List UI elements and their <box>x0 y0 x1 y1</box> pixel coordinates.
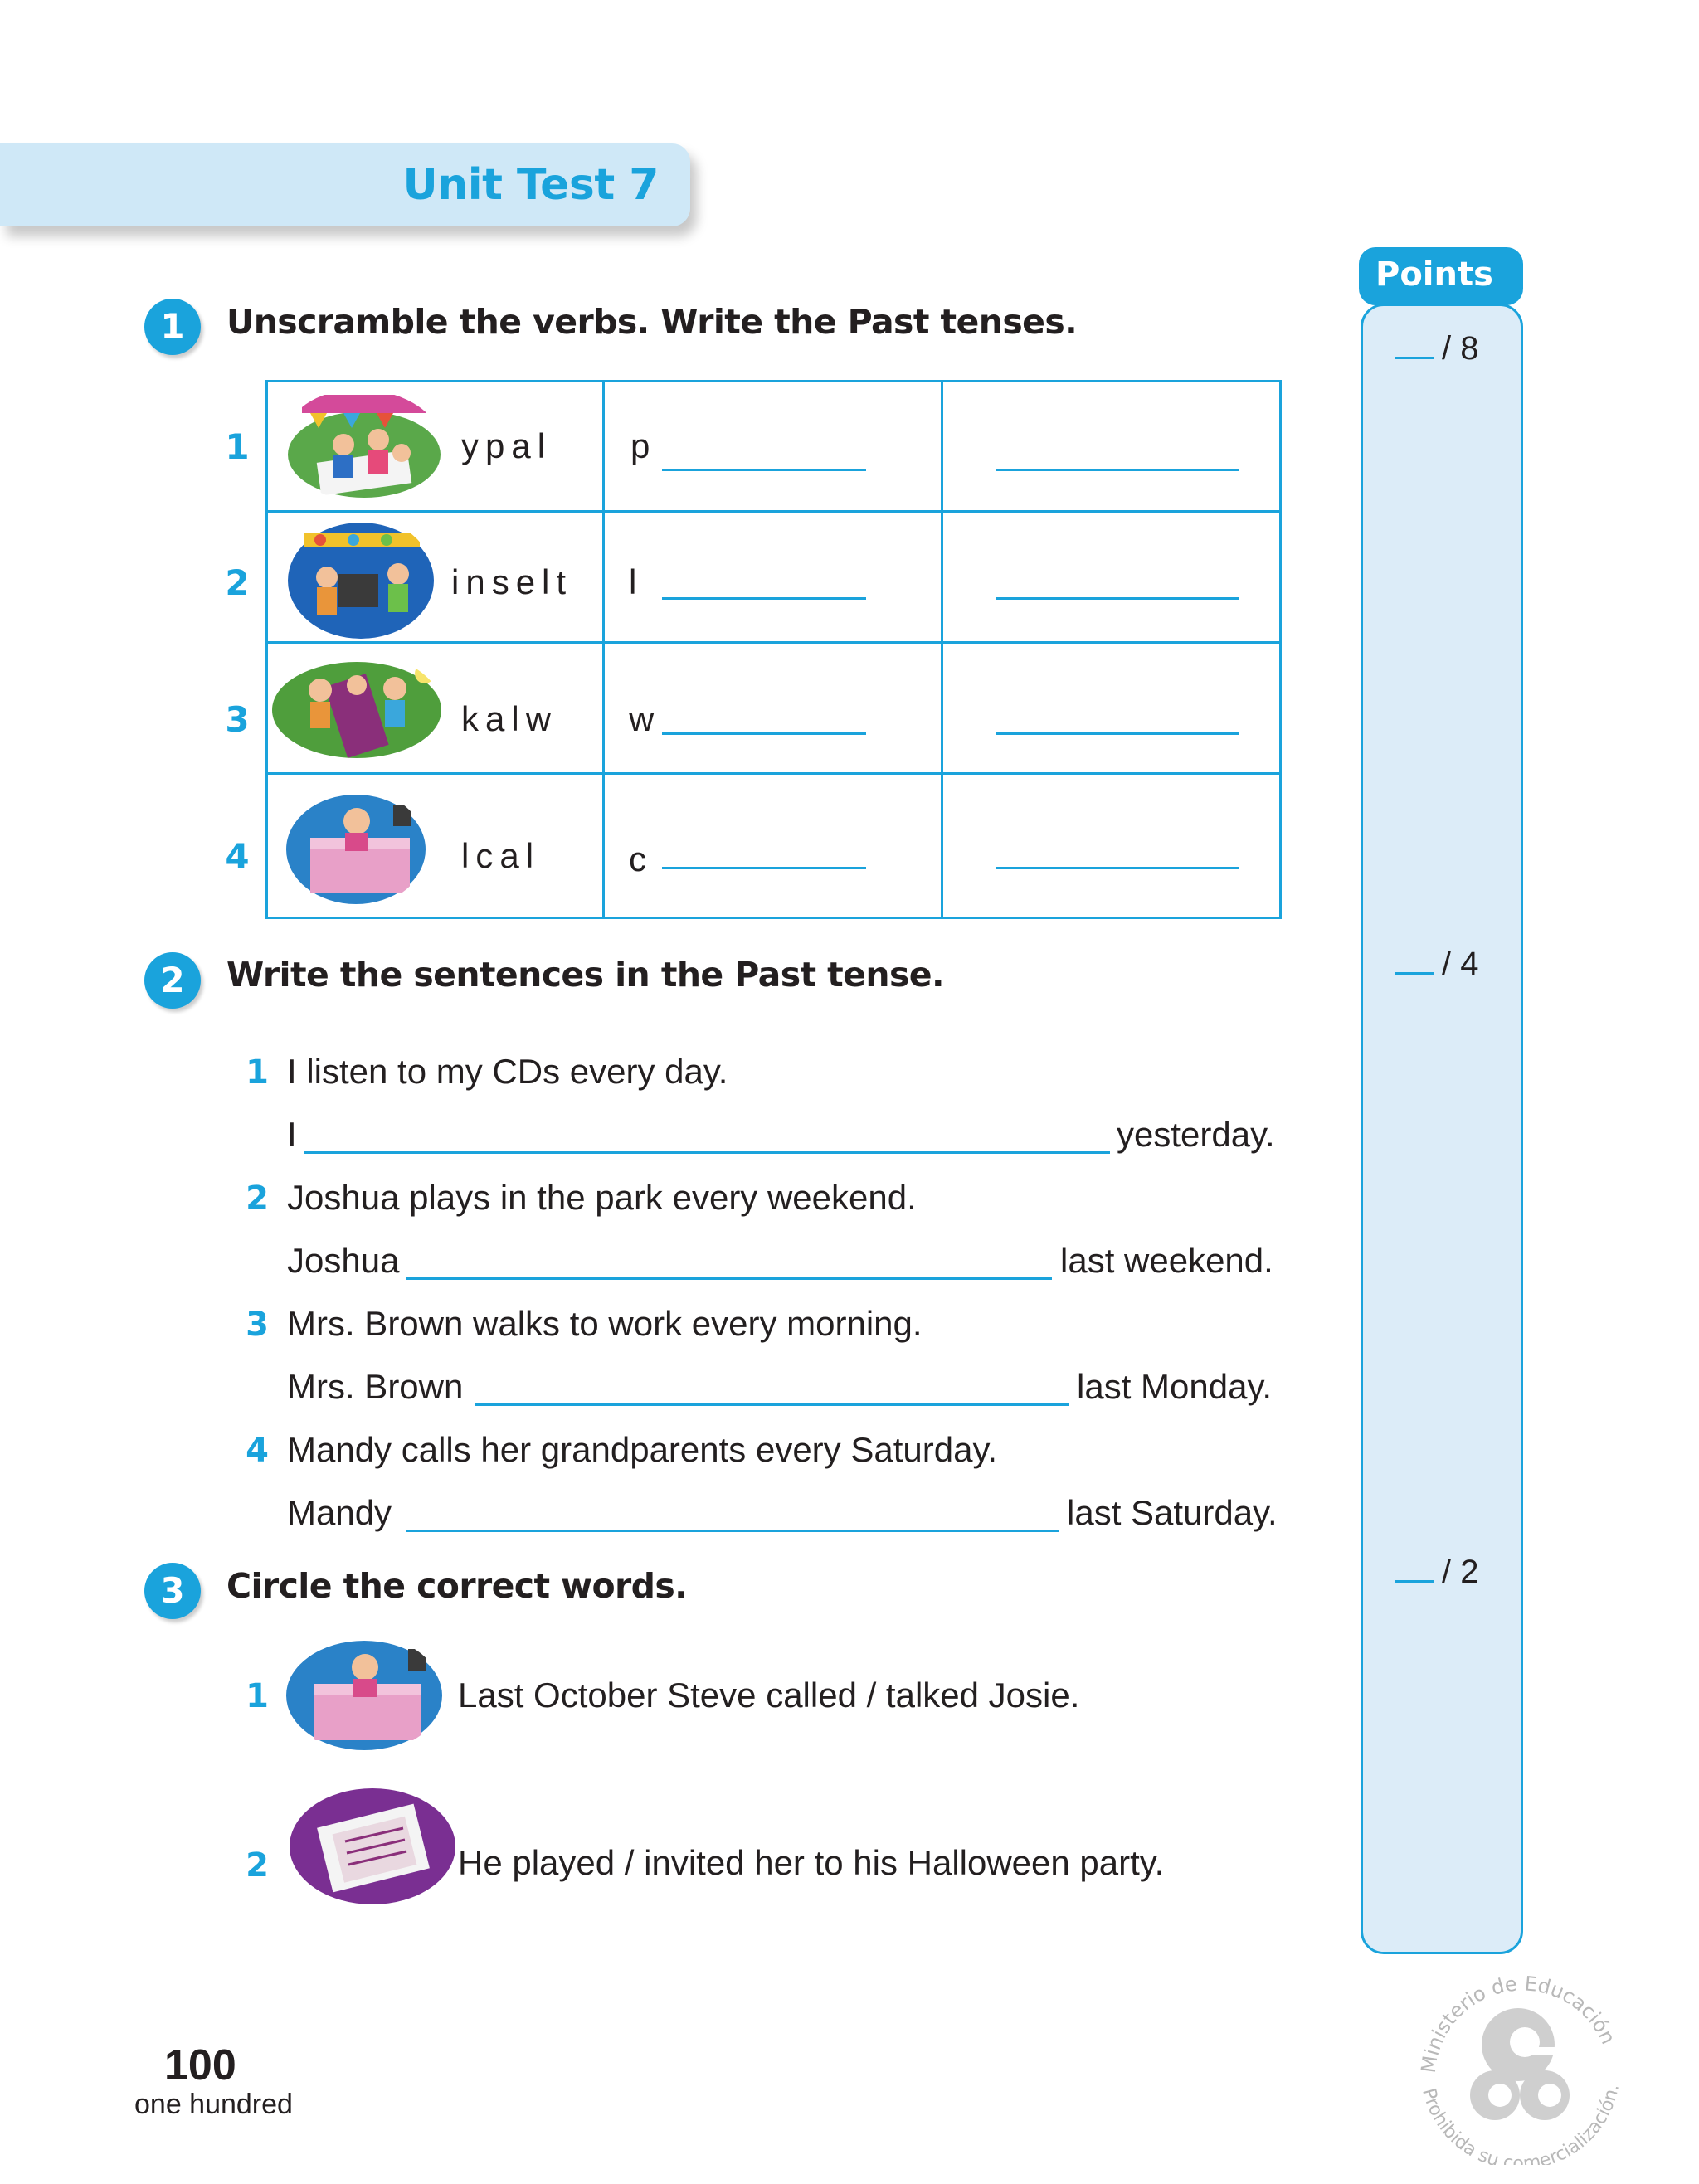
page-number-words: one hundred <box>134 2089 293 2120</box>
item-number: 3 <box>246 1306 269 1344</box>
answer-blank[interactable] <box>406 1277 1052 1280</box>
answer-blank[interactable] <box>662 597 866 600</box>
answer-start: Mrs. Brown <box>287 1367 464 1406</box>
section-1-number: 1 <box>144 299 201 355</box>
answer-start: Joshua <box>287 1241 400 1280</box>
first-letter: w <box>629 699 655 738</box>
points-header: Points <box>1359 247 1523 305</box>
circle-sentence: Last October Steve called / talked Josie. <box>458 1676 1080 1715</box>
past-tense-blank[interactable] <box>996 597 1239 600</box>
answer-end: last Monday. <box>1077 1367 1272 1406</box>
item-number: 4 <box>246 1432 269 1470</box>
answer-blank[interactable] <box>304 1151 1110 1154</box>
scrambled-word: lcal <box>461 836 541 875</box>
ministry-stamp <box>1402 1949 1643 2165</box>
answer-blank[interactable] <box>662 867 866 869</box>
page-number: 100 <box>164 2041 236 2089</box>
svg-text:Ministerio de Educación.: Ministerio de Educación <box>1416 1972 1620 2075</box>
table-divider <box>602 380 605 919</box>
past-tense-blank[interactable] <box>996 469 1239 471</box>
first-letter: c <box>629 839 646 878</box>
phone-call-picture <box>285 788 426 906</box>
scrambled-word: kalw <box>461 699 558 738</box>
row-number: 2 <box>225 562 250 603</box>
first-letter: l <box>629 562 637 601</box>
points-column <box>1361 304 1523 1954</box>
row-number: 3 <box>225 699 250 740</box>
sentence: Mrs. Brown walks to work every morning. <box>287 1304 923 1343</box>
item-number: 1 <box>246 1053 269 1092</box>
answer-blank[interactable] <box>406 1530 1059 1532</box>
scrambled-word: ypal <box>461 426 553 465</box>
page-title: Unit Test 7 <box>402 160 659 210</box>
past-tense-blank[interactable] <box>996 732 1239 735</box>
walking-picture <box>270 652 443 765</box>
section-2-number: 2 <box>144 952 201 1009</box>
row-number: 4 <box>225 836 250 877</box>
section-2-title: Write the sentences in the Past tense. <box>226 955 944 995</box>
sentence: Joshua plays in the park every weekend. <box>287 1178 917 1217</box>
item-number: 2 <box>246 1180 269 1218</box>
item-number: 1 <box>246 1677 269 1715</box>
score-section1[interactable]: / 8 <box>1395 330 1520 367</box>
phone-call-picture <box>285 1634 443 1752</box>
party-picture <box>285 390 443 501</box>
answer-start: I <box>287 1115 297 1154</box>
score-section3[interactable]: / 2 <box>1395 1554 1520 1591</box>
answer-end: last Saturday. <box>1067 1493 1278 1532</box>
invitation-picture <box>287 1783 458 1908</box>
circle-sentence: He played / invited her to his Halloween party. <box>458 1843 1165 1882</box>
past-tense-blank[interactable] <box>996 867 1239 869</box>
item-number: 2 <box>246 1846 269 1885</box>
row-number: 1 <box>225 426 250 467</box>
svg-text:Prohibida su comercialización.: Prohibida su comercialización. <box>1418 2082 1624 2165</box>
table-divider <box>941 380 943 919</box>
sentence: I listen to my CDs every day. <box>287 1052 728 1091</box>
section-3-title: Circle the correct words. <box>226 1566 688 1606</box>
answer-start: Mandy <box>287 1493 392 1532</box>
answer-end: last weekend. <box>1060 1241 1273 1280</box>
answer-blank[interactable] <box>662 469 866 471</box>
answer-blank[interactable] <box>662 732 866 735</box>
score-section2[interactable]: / 4 <box>1395 946 1520 983</box>
table-divider <box>265 510 1282 513</box>
first-letter: p <box>630 426 650 465</box>
table-divider <box>265 641 1282 644</box>
section-1-title: Unscramble the verbs. Write the Past tenses. <box>226 302 1078 342</box>
music-picture <box>287 516 435 639</box>
sentence: Mandy calls her grandparents every Saturday. <box>287 1430 997 1469</box>
scrambled-word: inselt <box>451 562 573 601</box>
section-3-number: 3 <box>144 1563 201 1619</box>
table-divider <box>265 772 1282 775</box>
answer-end: yesterday. <box>1117 1115 1275 1154</box>
answer-blank[interactable] <box>475 1403 1069 1406</box>
